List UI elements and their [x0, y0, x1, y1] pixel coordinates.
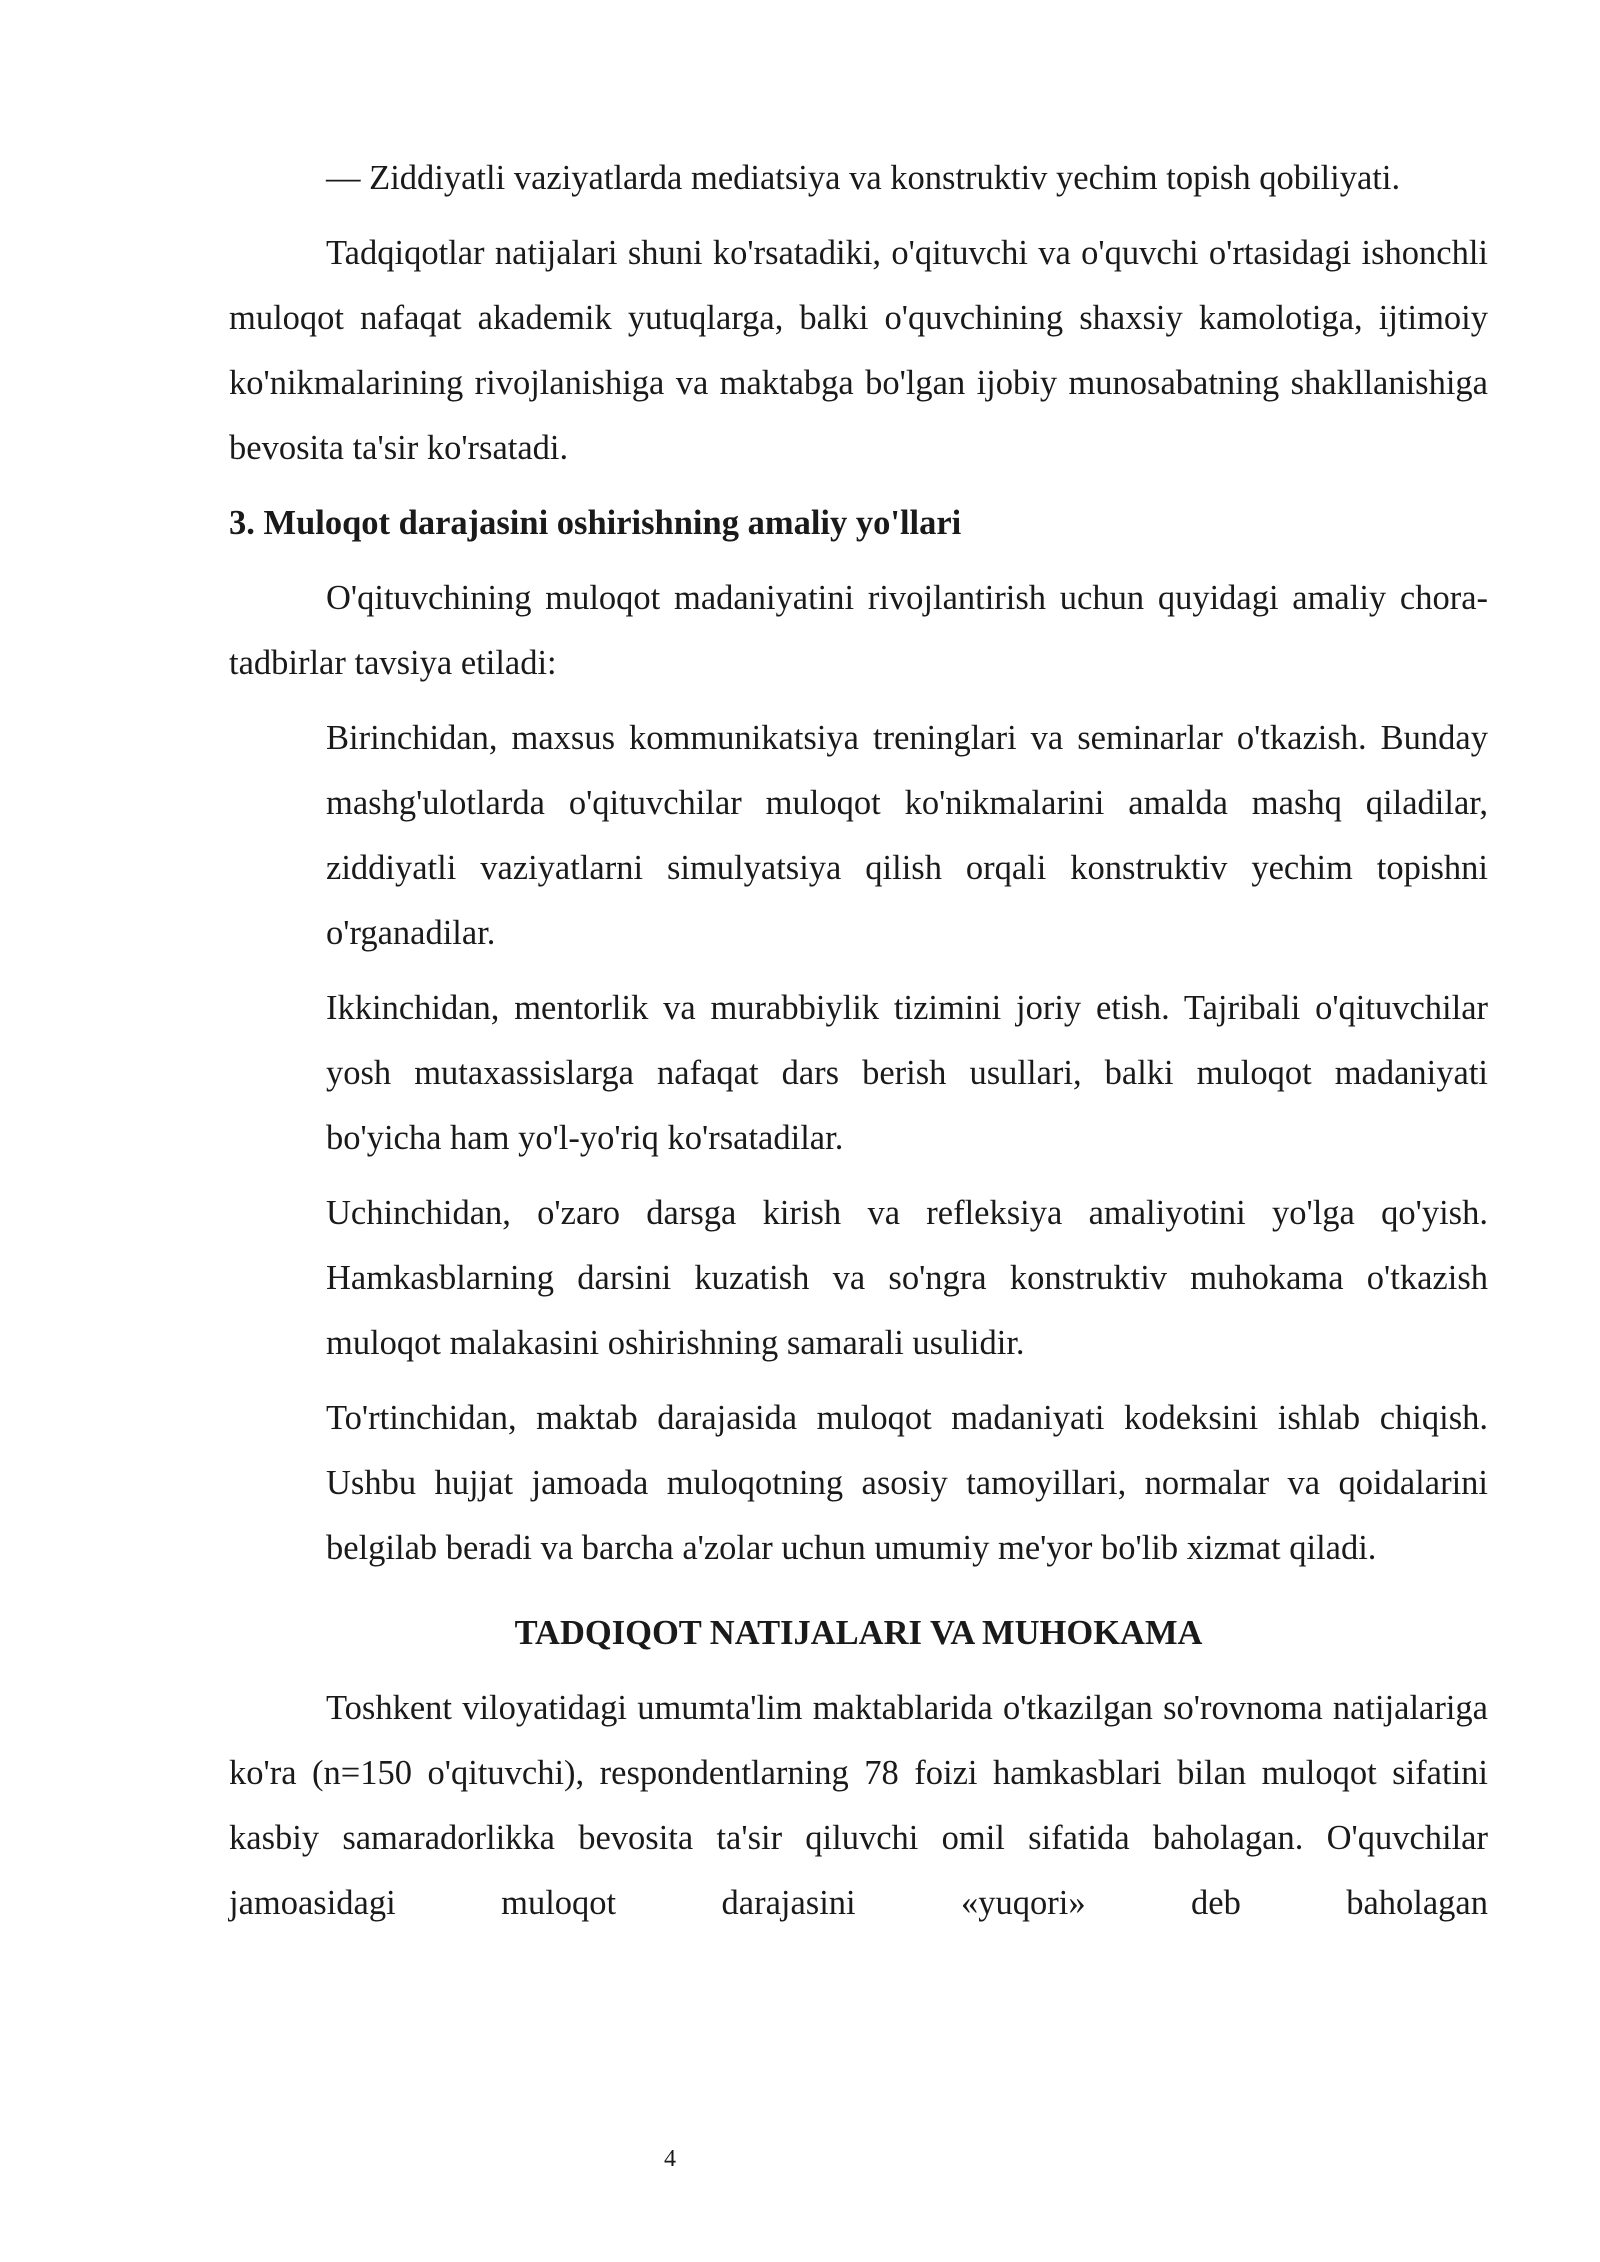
research-results-paragraph: Tadqiqotlar natijalari shuni ko'rsatadiki, o'qituvchi va o'quvchi o'rtasidagi ishonchli muloqot nafaqat akademik yutuqlarga, balki o'quvchining shaxsiy kamolotiga, ijtimoiy ko'nikmalarining rivojlanishiga va maktabga bo'lgan ijobiy munosabatning shakllanishiga bevosita ta'sir ko'rsatadi. [229, 234, 1488, 467]
results-paragraph: Toshkent viloyatidagi umumta'lim maktablarida o'tkazilgan so'rovnoma natijalariga ko'ra (n=150 o'qituvchi), respondentlarning 78 foizi hamkasblari bilan muloqot sifatini kasbiy samaradorlikka bevosita ta'sir qiluvchi omil sifatida baholagan. O'quvchilar jamoasidagi muloqot darajasini «yuqori» deb baholagan [229, 1689, 1488, 1922]
page-number: 4 [664, 2146, 676, 2172]
second-measure-paragraph: Ikkinchidan, mentorlik va murabbiylik tizimini joriy etish. Tajribali o'qituvchilar yosh mutaxassislarga nafaqat dars berish usullari, balki muloqot madaniyati bo'yicha ham yo'l-yo'riq ko'rsatadilar. [326, 989, 1488, 1157]
section-3-intro-paragraph: O'qituvchining muloqot madaniyatini rivojlantirish uchun quyidagi amaliy chora-tadbirlar tavsiya etiladi: [229, 579, 1488, 682]
third-measure-paragraph: Uchinchidan, o'zaro darsga kirish va refleksiya amaliyotini yo'lga qo'yish. Hamkasblarning darsini kuzatish va so'ngra konstruktiv muhokama o'tkazish muloqot malakasini oshirishning samarali usulidir. [326, 1194, 1488, 1362]
results-heading: TADQIQOT NATIJALARI VA MUHOKAMA [514, 1614, 1203, 1652]
fourth-measure-paragraph: To'rtinchidan, maktab darajasida muloqot madaniyati kodeksini ishlab chiqish. Ushbu hujjat jamoada muloqotning asosiy tamoyillari, normalar va qoidalarini belgilab beradi va barcha a'zolar uchun umumiy me'yor bo'lib xizmat qiladi. [326, 1399, 1488, 1567]
first-measure-paragraph: Birinchidan, maxsus kommunikatsiya treninglari va seminarlar o'tkazish. Bunday mashg'ulotlarda o'qituvchilar muloqot ko'nikmalarini amalda mashq qiladilar, ziddiyatli vaziyatlarni simulyatsiya qilish orqali konstruktiv yechim topishni o'rganadilar. [326, 719, 1488, 952]
section-3-heading: 3. Muloqot darajasini oshirishning amaliy yo'llari [229, 504, 962, 542]
page-content [229, 146, 1488, 1936]
dash-list-item: — Ziddiyatli vaziyatlarda mediatsiya va konstruktiv yechim topish qobiliyati. [326, 159, 1401, 197]
